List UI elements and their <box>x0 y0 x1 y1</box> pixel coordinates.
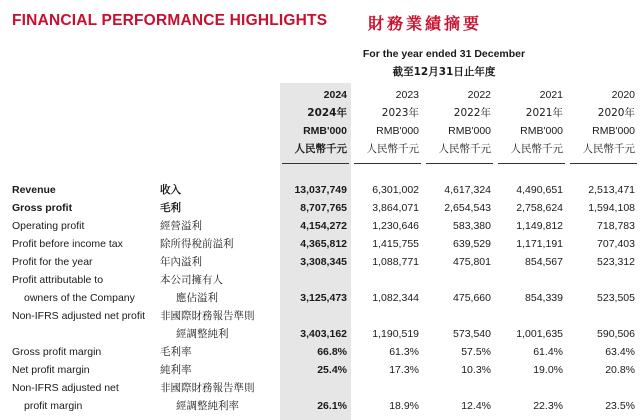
cell-value: 1,088,771 <box>372 256 419 268</box>
table-row <box>0 253 640 271</box>
table-row <box>0 271 640 289</box>
cell-value: 3,308,345 <box>300 256 347 268</box>
table-row <box>0 343 640 361</box>
table-row <box>0 181 640 199</box>
cell-value: 590,506 <box>597 328 635 340</box>
column-underline <box>498 163 565 164</box>
row-label-en: Revenue <box>12 184 56 196</box>
row-label-zh: 毛利率 <box>160 346 192 358</box>
column-unit: RMB'000 <box>592 125 635 137</box>
column-year: 2024 <box>323 89 347 101</box>
column-header-2023 <box>352 86 423 158</box>
column-underline <box>354 163 421 164</box>
column-unit-zh: 人民幣千元 <box>582 143 635 155</box>
table-row <box>0 307 640 325</box>
column-unit: RMB'000 <box>448 125 491 137</box>
cell-value: 639,529 <box>453 238 491 250</box>
column-unit: RMB'000 <box>303 125 347 137</box>
row-label-en: Profit before income tax <box>12 238 123 250</box>
column-year-zh: 2024年 <box>307 107 347 119</box>
row-label-en: profit margin <box>24 400 83 412</box>
cell-value: 2,513,471 <box>588 184 635 196</box>
cell-value: 61.3% <box>389 346 419 358</box>
cell-value: 1,594,108 <box>588 202 635 214</box>
column-underline <box>282 163 349 164</box>
cell-value: 3,403,162 <box>300 328 347 340</box>
column-header-2022 <box>424 86 495 158</box>
row-label-zh: 經調整純利 <box>176 328 229 340</box>
row-label-en: Operating profit <box>12 220 85 232</box>
cell-value: 3,864,071 <box>372 202 419 214</box>
cell-value: 10.3% <box>461 364 491 376</box>
column-year-zh: 2020年 <box>597 107 635 119</box>
cell-value: 57.5% <box>461 346 491 358</box>
cell-value: 4,154,272 <box>300 220 347 232</box>
row-label-zh: 收入 <box>160 184 181 196</box>
column-year: 2020 <box>611 89 635 101</box>
report-title-zh: 財務業績摘要 <box>368 14 483 33</box>
cell-value: 6,301,002 <box>372 184 419 196</box>
cell-value: 707,403 <box>597 238 635 250</box>
column-unit: RMB'000 <box>376 125 419 137</box>
cell-value: 4,617,324 <box>444 184 491 196</box>
row-label-en: Net profit margin <box>12 364 90 376</box>
column-year: 2022 <box>467 89 491 101</box>
cell-value: 854,567 <box>525 256 563 268</box>
table-row <box>0 289 640 307</box>
row-label-en: Non-IFRS adjusted net profit <box>12 310 146 322</box>
column-underline <box>570 163 637 164</box>
cell-value: 20.8% <box>605 364 635 376</box>
period-label-en: For the year ended 31 December <box>362 48 526 60</box>
cell-value: 4,365,812 <box>300 238 347 250</box>
cell-value: 18.9% <box>389 400 419 412</box>
column-unit: RMB'000 <box>520 125 563 137</box>
cell-value: 19.0% <box>533 364 563 376</box>
column-header-2020 <box>568 86 639 158</box>
cell-value: 718,783 <box>597 220 635 232</box>
column-unit-zh: 人民幣千元 <box>510 143 563 155</box>
row-label-zh: 毛利 <box>160 202 181 214</box>
table-row <box>0 361 640 379</box>
row-label-zh: 應佔溢利 <box>176 292 218 304</box>
cell-value: 523,312 <box>597 256 635 268</box>
cell-value: 2,758,624 <box>516 202 563 214</box>
column-unit-zh: 人民幣千元 <box>438 143 491 155</box>
cell-value: 23.5% <box>605 400 635 412</box>
period-label-zh: 截至12月31日止年度 <box>392 66 496 78</box>
cell-value: 25.4% <box>317 364 347 376</box>
cell-value: 26.1% <box>317 400 347 412</box>
column-year-zh: 2022年 <box>453 107 491 119</box>
cell-value: 12.4% <box>461 400 491 412</box>
table-row <box>0 199 640 217</box>
row-label-en: Profit for the year <box>12 256 93 268</box>
cell-value: 475,660 <box>453 292 491 304</box>
table-row <box>0 217 640 235</box>
row-label-en: Gross profit margin <box>12 346 102 358</box>
row-label-zh: 本公司擁有人 <box>160 274 223 286</box>
column-header-2024 <box>280 86 351 158</box>
cell-value: 1,171,191 <box>516 238 563 250</box>
table-row <box>0 325 640 343</box>
cell-value: 1,415,755 <box>372 238 419 250</box>
row-label-zh: 非國際財務報告準則 <box>160 310 255 322</box>
cell-value: 17.3% <box>389 364 419 376</box>
row-label-en: owners of the Company <box>24 292 135 304</box>
cell-value: 475,801 <box>453 256 491 268</box>
row-label-en: Profit attributable to <box>12 274 104 286</box>
row-label-zh: 年內溢利 <box>160 256 202 268</box>
cell-value: 2,654,543 <box>444 202 491 214</box>
cell-value: 66.8% <box>317 346 347 358</box>
row-label-zh: 經調整純利率 <box>176 400 239 412</box>
row-label-zh: 除所得稅前溢利 <box>160 238 234 250</box>
cell-value: 22.3% <box>533 400 563 412</box>
cell-value: 854,339 <box>525 292 563 304</box>
cell-value: 4,490,651 <box>516 184 563 196</box>
table-row <box>0 397 640 415</box>
column-year-zh: 2021年 <box>525 107 563 119</box>
cell-value: 523,505 <box>597 292 635 304</box>
cell-value: 583,380 <box>453 220 491 232</box>
table-row <box>0 235 640 253</box>
table-row <box>0 379 640 397</box>
row-label-en: Non-IFRS adjusted net <box>12 382 119 394</box>
column-unit-zh: 人民幣千元 <box>294 143 347 155</box>
report-title-en: FINANCIAL PERFORMANCE HIGHLIGHTS <box>12 12 328 29</box>
column-year-zh: 2023年 <box>381 107 419 119</box>
row-label-zh: 非國際財務報告準則 <box>160 382 255 394</box>
cell-value: 1,149,812 <box>516 220 563 232</box>
row-label-zh: 經營溢利 <box>160 220 202 232</box>
column-unit-zh: 人民幣千元 <box>366 143 419 155</box>
cell-value: 13,037,749 <box>294 184 347 196</box>
row-label-en: Gross profit <box>12 202 73 214</box>
cell-value: 61.4% <box>533 346 563 358</box>
column-year: 2023 <box>395 89 419 101</box>
cell-value: 8,707,765 <box>300 202 347 214</box>
cell-value: 63.4% <box>605 346 635 358</box>
cell-value: 1,190,519 <box>372 328 419 340</box>
column-header-2021 <box>496 86 567 158</box>
cell-value: 3,125,473 <box>300 292 347 304</box>
cell-value: 1,230,646 <box>372 220 419 232</box>
cell-value: 573,540 <box>453 328 491 340</box>
row-label-zh: 純利率 <box>160 364 192 376</box>
cell-value: 1,082,344 <box>372 292 419 304</box>
column-year: 2021 <box>539 89 563 101</box>
column-underline <box>426 163 493 164</box>
cell-value: 1,001,635 <box>516 328 563 340</box>
